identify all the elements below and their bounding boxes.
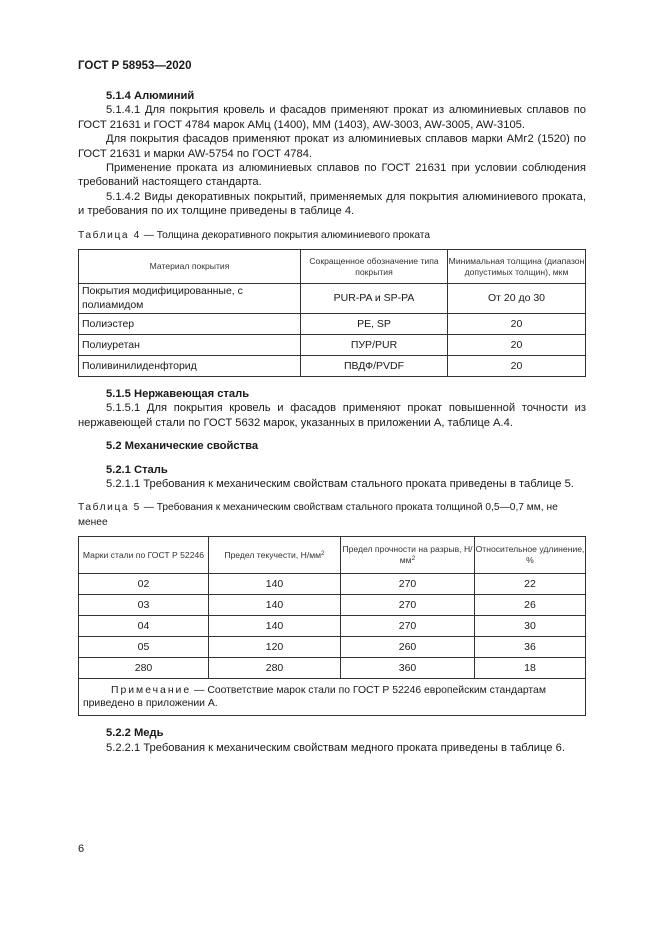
table-cell: ПУР/PUR (301, 334, 448, 355)
table-cell: ПВДФ/PVDF (301, 355, 448, 376)
table-cell: 360 (341, 658, 475, 679)
table-caption-text: — Толщина декоративного покрытия алюминиевого проката (143, 229, 430, 241)
table-cell: 22 (475, 574, 586, 595)
paragraph: 5.2.2.1 Требования к механическим свойствам медного проката приведены в таблице 6. (106, 741, 565, 754)
table-cell: 36 (475, 637, 586, 658)
table-row (79, 334, 586, 355)
section-heading-steel: 5.2.1 Сталь (106, 463, 168, 476)
table-row (79, 616, 586, 637)
table-cell: 140 (209, 574, 341, 595)
table-cell: 120 (209, 637, 341, 658)
table-cell: Поливинилиденфторид (79, 355, 301, 376)
column-header: Минимальная толщина (диапазон допустимых толщин), мкм (448, 250, 586, 284)
table-cell: 270 (341, 595, 475, 616)
table-cell: Полиэстер (79, 313, 301, 334)
table-header-row (79, 537, 586, 574)
table-cell: 140 (209, 595, 341, 616)
table-cell: 140 (209, 616, 341, 637)
section-heading-mechanical: 5.2 Механические свойства (106, 440, 259, 453)
paragraph: 5.1.4.2 Виды декоративных покрытий, применяемых для покрытия алюминиевого проката, и требования по их толщине приведены в таблице 4. (78, 190, 586, 218)
table-row (79, 574, 586, 595)
table-cell: 26 (475, 595, 586, 616)
paragraph: 5.1.4.1 Для покрытия кровель и фасадов применяют прокат из алюминиевых сплавов по ГОСТ 21631 и ГОСТ 4784 марок АМц (1400), ММ (1403), AW-3003, AW-3005, AW-3105. (78, 104, 586, 131)
table-note-label: Примечание (111, 685, 192, 697)
table-cell: От 20 до 30 (448, 284, 586, 314)
section-heading-aluminium: 5.1.4 Алюминий (106, 90, 195, 102)
column-header: Предел прочности на разрыв, $Н/мм^2$ (341, 537, 475, 574)
column-header: Предел текучести, $Н/мм^2$ (209, 537, 341, 574)
paragraph: Применение проката из алюминиевых сплавов по ГОСТ 21631 при условии соблюдения требований настоящего стандарта. (78, 162, 586, 189)
table-cell: Покрытия модифицированные, с полиамидом (79, 284, 301, 314)
table-steel-mechanical (78, 536, 586, 716)
table-row (79, 313, 586, 334)
table-cell: 270 (341, 574, 475, 595)
table-cell: 270 (341, 616, 475, 637)
table-row (79, 637, 586, 658)
table-cell: 280 (79, 658, 209, 679)
table-header-row (79, 250, 586, 284)
column-header: Сокращенное обозначение типа покрытия (301, 250, 448, 284)
table-cell: PE, SP (301, 313, 448, 334)
table-note-row (79, 679, 586, 716)
page-number: 6 (78, 843, 85, 855)
table-cell: 05 (79, 637, 209, 658)
table-cell: 03 (79, 595, 209, 616)
document-header: ГОСТ Р 58953—2020 (78, 60, 192, 72)
table-cell: PUR-PA и SP-PA (301, 284, 448, 314)
section-heading-stainless: 5.1.5 Нержавеющая сталь (106, 387, 250, 400)
table-cell: 20 (448, 313, 586, 334)
table-caption-label: Таблица 5 (78, 502, 141, 514)
table-note (79, 679, 586, 716)
table-cell: 280 (209, 658, 341, 679)
table-cell: 30 (475, 616, 586, 637)
table-caption (78, 501, 586, 530)
paragraph: Для покрытия фасадов применяют прокат из алюминиевых сплавов марки АМг2 (1520) по ГОСТ 21631 и марки AW-5754 по ГОСТ 4784. (78, 133, 586, 160)
table-caption-text: — Требования к механическим свойствам стального проката толщиной 0,5—0,7 мм, не менее (78, 502, 558, 528)
table-row (79, 595, 586, 616)
table-note-text: — Соответствие марок стали по ГОСТ Р 52246 европейским стандартам приведено в приложении А. (83, 685, 546, 710)
paragraph: 5.2.1.1 Требования к механическим свойствам стального проката приведены в таблице 5. (106, 477, 574, 490)
table-caption-label: Таблица 4 (78, 229, 141, 241)
table-cell: 18 (475, 658, 586, 679)
table-cell: 260 (341, 637, 475, 658)
column-header: Марки стали по ГОСТ Р 52246 (79, 537, 209, 574)
table-cell: 20 (448, 334, 586, 355)
column-header: Относительное удлинение, % (475, 537, 586, 574)
table-cell: 04 (79, 616, 209, 637)
table-row (79, 658, 586, 679)
table-caption (78, 229, 586, 243)
table-cell: 20 (448, 355, 586, 376)
table-row (79, 284, 586, 314)
document-body (78, 89, 586, 755)
section-heading-copper: 5.2.2 Медь (106, 727, 164, 740)
paragraph: 5.1.5.1 Для покрытия кровель и фасадов применяют прокат повышенной точности из нержавеющей стали по ГОСТ 5632 марок, указанных в приложении А, таблице А.4. (78, 402, 586, 429)
table-row (79, 355, 586, 376)
table-cell: 02 (79, 574, 209, 595)
table-coating-thickness (78, 249, 586, 377)
table-cell: Полиуретан (79, 334, 301, 355)
column-header: Материал покрытия (79, 250, 301, 284)
